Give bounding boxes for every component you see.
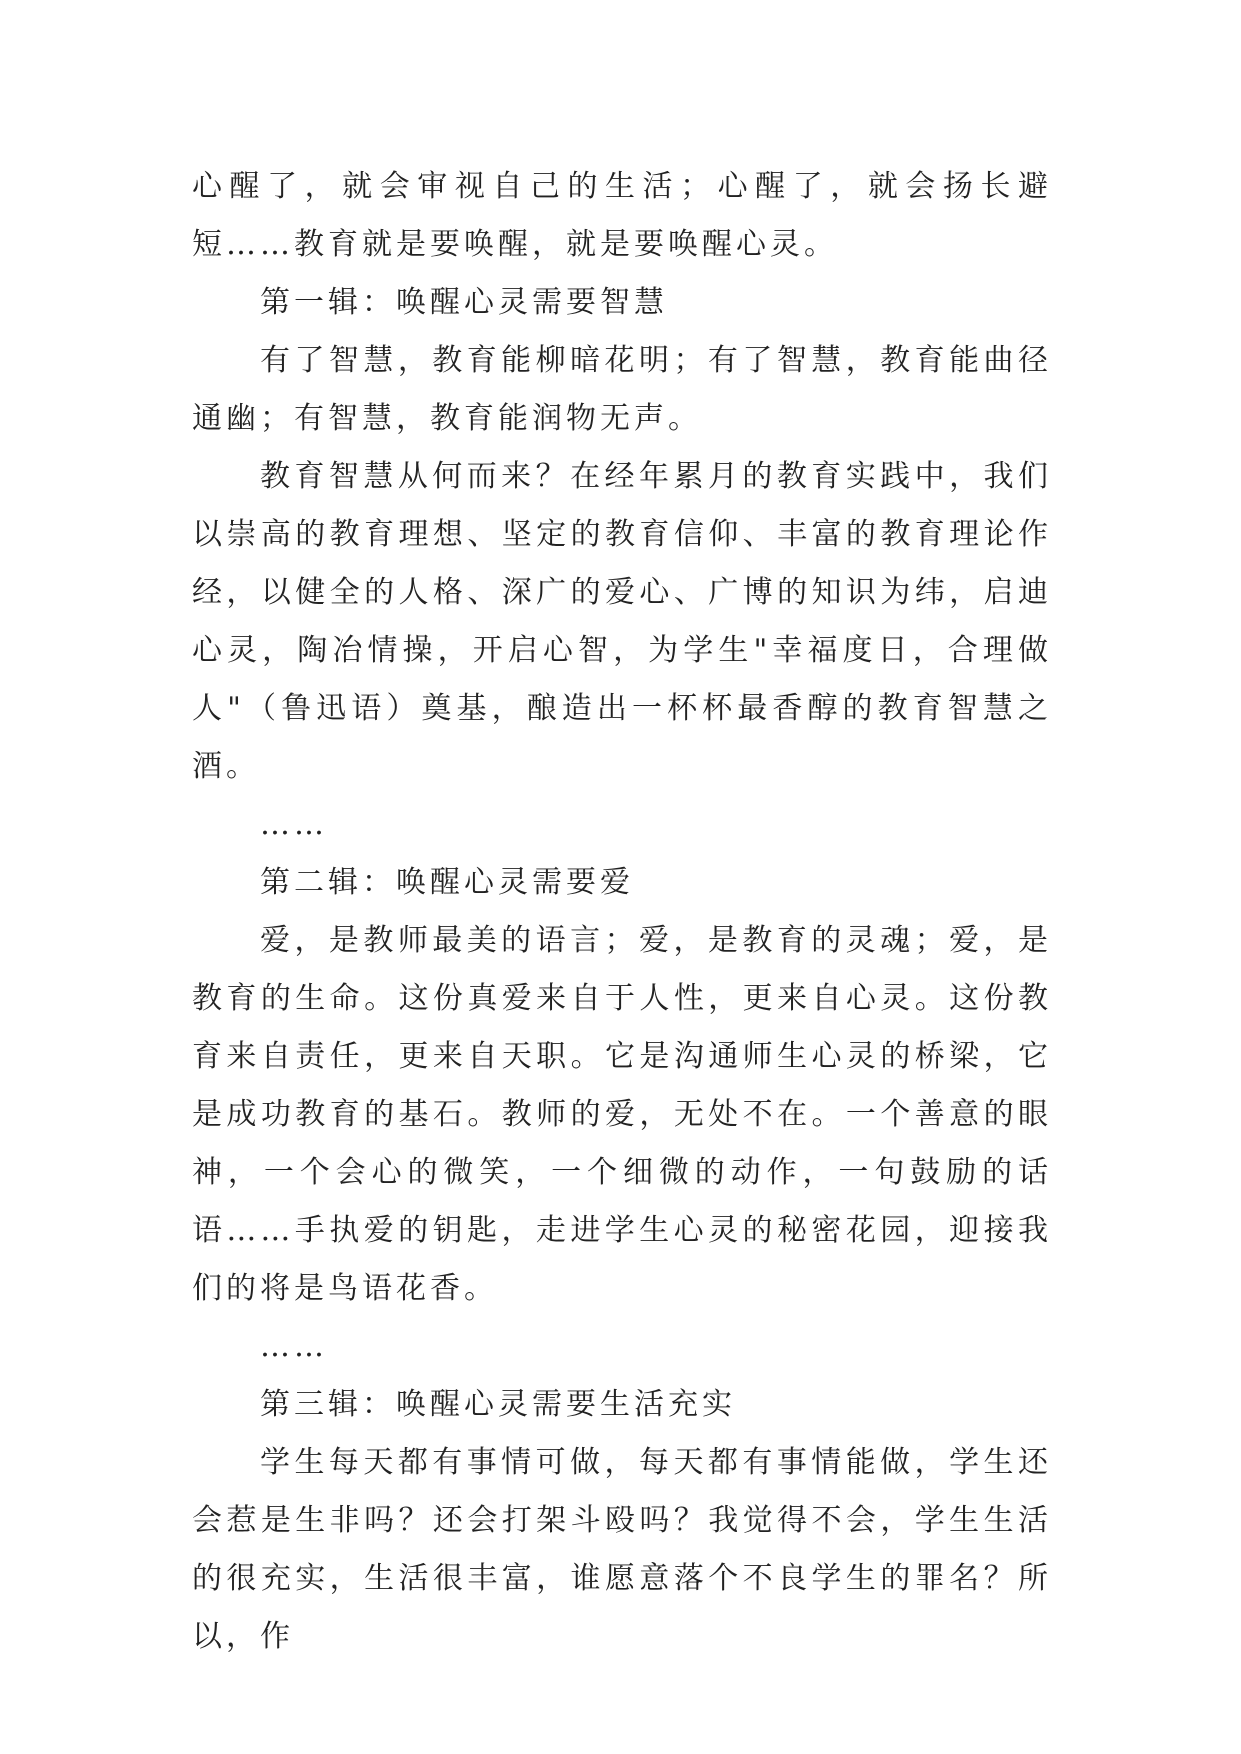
paragraph-life: 学生每天都有事情可做，每天都有事情能做，学生还会惹是生非吗？还会打架斗殴吗？我觉得不会，学生生活的很充实，生活很丰富，谁愿意落个不良学生的罪名？所以，作 [192, 1445, 1052, 1654]
section-heading-3: 第三辑：唤醒心灵需要生活充实 [260, 1387, 736, 1422]
paragraph-wisdom-1: 有了智慧，教育能柳暗花明；有了智慧，教育能曲径通幽；有智慧，教育能润物无声。 [192, 343, 1052, 436]
section-heading-2: 第二辑：唤醒心灵需要爱 [260, 865, 634, 900]
ellipsis-1: …… [260, 807, 328, 842]
paragraph-love: 爱，是教师最美的语言；爱，是教育的灵魂；爱，是教育的生命。这份真爱来自于人性，更来自心灵。这份教育来自责任，更来自天职。它是沟通师生心灵的桥梁，它是成功教育的基石。教师的爱，无处不在。一个善意的眼神，一个会心的微笑，一个细微的动作，一句鼓励的话语……手执爱的钥匙，走进学生心灵的秘密花园，迎接我们的将是鸟语花香。 [192, 923, 1052, 1306]
ellipsis-2: …… [260, 1329, 328, 1364]
paragraph-intro: 心醒了，就会审视自己的生活；心醒了，就会扬长避短……教育就是要唤醒，就是要唤醒心灵。 [192, 169, 1052, 262]
section-heading-1: 第一辑：唤醒心灵需要智慧 [260, 285, 668, 320]
paragraph-wisdom-2: 教育智慧从何而来？在经年累月的教育实践中，我们以崇高的教育理想、坚定的教育信仰、丰富的教育理论作经，以健全的人格、深广的爱心、广博的知识为纬，启迪心灵，陶冶情操，开启心智，为学生"幸福度日，合理做人"（鲁迅语）奠基，酿造出一杯杯最香醇的教育智慧之酒。 [192, 459, 1052, 784]
document-body [192, 158, 1052, 1666]
